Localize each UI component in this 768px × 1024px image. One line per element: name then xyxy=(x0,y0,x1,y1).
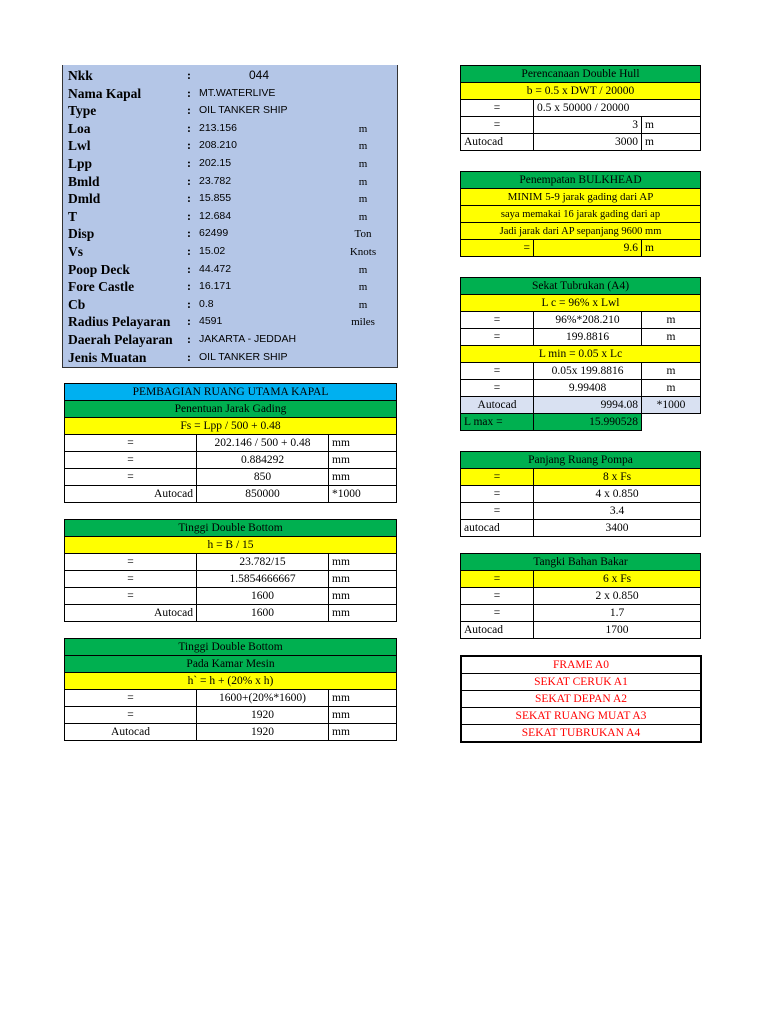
info-colon: : xyxy=(187,279,191,294)
info-unit: m xyxy=(358,210,368,223)
info-value: 44.472 xyxy=(199,262,232,275)
table-row: = 0.884292 mm xyxy=(65,452,397,469)
info-colon: : xyxy=(187,332,191,346)
table-row: = 1600+(20%*1600) mm xyxy=(65,690,397,707)
info-label: Cb xyxy=(68,296,86,312)
info-value: 0.8 xyxy=(199,297,214,310)
info-colon: : xyxy=(187,261,191,276)
info-unit: Ton xyxy=(354,228,372,241)
pembagian-ruang-table xyxy=(64,383,397,503)
info-value: 213.156 xyxy=(199,121,237,134)
info-value: JAKARTA - JEDDAH xyxy=(199,333,297,345)
info-label: Daerah Pelayaran xyxy=(68,332,173,347)
info-colon: : xyxy=(187,226,191,241)
table-row: Autocad 1920 mm xyxy=(65,724,397,741)
table-row: = 1.7 xyxy=(461,605,701,622)
info-label: Lwl xyxy=(68,138,91,154)
info-colon: : xyxy=(187,156,191,170)
list-item: SEKAT RUANG MUAT A3 xyxy=(461,708,701,725)
table-row: = 1920 mm xyxy=(65,707,397,724)
info-label: Fore Castle xyxy=(68,279,135,295)
bulkhead-table xyxy=(460,171,701,257)
info-colon: : xyxy=(187,208,191,223)
table-row: autocad 3400 xyxy=(461,520,701,537)
info-row xyxy=(63,243,397,261)
info-row xyxy=(63,190,397,208)
table-row: Autocad 850000 *1000 xyxy=(65,486,397,503)
table-row: = 23.782/15 mm xyxy=(65,554,397,571)
info-value: 62499 xyxy=(199,227,229,240)
info-row xyxy=(63,155,397,173)
info-value: 15.02 xyxy=(199,245,226,257)
ruang-pompa-title: Panjang Ruang Pompa xyxy=(461,452,701,469)
info-unit: m xyxy=(358,281,368,294)
table-row: Autocad 3000 m xyxy=(461,134,701,151)
info-colon: : xyxy=(187,120,191,135)
double-bottom-mesin-formula: h` = h + (20% x h) xyxy=(65,673,397,690)
table-row: = 202.146 / 500 + 0.48 mm xyxy=(65,435,397,452)
info-row xyxy=(63,67,397,85)
info-value: OIL TANKER SHIP xyxy=(199,350,288,363)
table-row: = 9.99408 m xyxy=(461,380,701,397)
info-colon: : xyxy=(187,314,191,329)
double-bottom-title: Tinggi Double Bottom xyxy=(65,520,397,537)
table-row: Autocad 1700 xyxy=(461,622,701,639)
info-unit: m xyxy=(358,175,368,188)
table-row: L max = 15.990528 xyxy=(461,414,701,431)
info-colon: : xyxy=(187,138,191,153)
info-label: Nama Kapal xyxy=(68,85,142,101)
info-unit: m xyxy=(358,263,368,276)
pembagian-formula: Fs = Lpp / 500 + 0.48 xyxy=(65,418,397,435)
info-label: Disp xyxy=(68,226,95,242)
info-label: Poop Deck xyxy=(68,261,130,277)
bulkhead-title: Penempatan BULKHEAD xyxy=(461,172,701,189)
info-colon: : xyxy=(187,85,191,100)
info-value: 23.782 xyxy=(199,174,232,187)
info-label: Vs xyxy=(68,244,84,259)
info-unit: m xyxy=(358,140,368,153)
bahan-bakar-table: Tangki Bahan Bakar = 6 x Fs = 2 x 0.850 = 1.7 Autocad 1700 xyxy=(460,553,701,639)
double-bottom-table xyxy=(64,519,397,622)
info-colon: : xyxy=(187,349,191,364)
info-label: Type xyxy=(68,103,97,119)
info-colon: : xyxy=(187,173,191,188)
info-label: T xyxy=(68,208,78,224)
ruang-pompa-formula: 8 x Fs xyxy=(534,469,701,486)
info-unit: m xyxy=(358,122,368,135)
double-bottom-formula: h = B / 15 xyxy=(65,537,397,554)
table-row: = 1600 mm xyxy=(65,588,397,605)
bahan-bakar-formula: 6 x Fs xyxy=(534,571,701,588)
ruang-pompa-table: Panjang Ruang Pompa = 8 x Fs = 4 x 0.850 = 3.4 autocad 3400 xyxy=(460,451,701,537)
info-row xyxy=(63,349,397,367)
info-label: Radius Pelayaran xyxy=(68,314,171,330)
info-unit: Knots xyxy=(349,246,377,258)
sekat-tubrukan-formula: L c = 96% x Lwl xyxy=(461,295,701,312)
info-row xyxy=(63,278,397,296)
info-unit: miles xyxy=(351,316,375,329)
table-row: = 0.5 x 50000 / 20000 xyxy=(461,100,701,117)
info-row xyxy=(63,102,397,120)
sekat-tubrukan-table xyxy=(460,277,701,431)
list-item: SEKAT DEPAN A2 xyxy=(461,691,701,708)
info-value: 044 xyxy=(249,68,270,82)
ship-info-panel xyxy=(62,65,398,368)
info-row xyxy=(63,296,397,314)
table-row: = 1.5854666667 mm xyxy=(65,571,397,588)
info-unit: m xyxy=(358,298,368,311)
frames-table xyxy=(460,655,702,743)
table-row: = 4 x 0.850 xyxy=(461,486,701,503)
info-row xyxy=(63,137,397,155)
info-row xyxy=(63,331,397,349)
bulkhead-line: Jadi jarak dari AP sepanjang 9600 mm xyxy=(461,223,701,240)
info-label: Jenis Muatan xyxy=(68,349,147,365)
info-unit: m xyxy=(358,193,368,206)
double-hull-formula: b = 0.5 x DWT / 20000 xyxy=(461,83,701,100)
table-row: = 3 m xyxy=(461,117,701,134)
table-row: = 850 mm xyxy=(65,469,397,486)
pembagian-subtitle: Penentuan Jarak Gading xyxy=(65,401,397,418)
double-hull-title: Perencanaan Double Hull xyxy=(461,66,701,83)
info-label: Loa xyxy=(68,120,91,136)
pembagian-title: PEMBAGIAN RUANG UTAMA KAPAL xyxy=(65,384,397,401)
info-value: 12.684 xyxy=(199,209,232,222)
list-item: SEKAT CERUK A1 xyxy=(461,674,701,691)
info-row xyxy=(63,313,397,331)
info-row xyxy=(63,261,397,279)
double-bottom-mesin-title: Tinggi Double Bottom xyxy=(65,639,397,656)
info-colon: : xyxy=(187,296,191,311)
table-row: = 0.05x 199.8816 m xyxy=(461,363,701,380)
info-colon: : xyxy=(187,244,191,258)
table-row: = 9.6 m xyxy=(461,240,701,257)
info-value: 4591 xyxy=(199,315,223,328)
double-hull-table xyxy=(460,65,701,151)
bulkhead-line: saya memakai 16 jarak gading dari ap xyxy=(461,206,701,223)
table-row: = 3.4 xyxy=(461,503,701,520)
list-item: FRAME A0 xyxy=(461,656,701,674)
info-row xyxy=(63,208,397,226)
info-unit: m xyxy=(358,158,368,170)
info-value: 15.855 xyxy=(199,192,232,205)
info-value: MT.WATERLIVE xyxy=(199,86,276,99)
table-row: Autocad 1600 mm xyxy=(65,605,397,622)
table-row: = 2 x 0.850 xyxy=(461,588,701,605)
sekat-tubrukan-formula: L min = 0.05 x Lc xyxy=(461,346,701,363)
sekat-tubrukan-title: Sekat Tubrukan (A4) xyxy=(461,278,701,295)
table-row: = 96%*208.210 m xyxy=(461,312,701,329)
info-row xyxy=(63,225,397,243)
info-value: 202.15 xyxy=(199,157,232,169)
double-bottom-mesin-subtitle: Pada Kamar Mesin xyxy=(65,656,397,673)
info-colon: : xyxy=(187,103,191,118)
list-item: SEKAT TUBRUKAN A4 xyxy=(461,725,701,743)
info-row xyxy=(63,120,397,138)
info-value: 16.171 xyxy=(199,280,232,293)
info-value: OIL TANKER SHIP xyxy=(199,104,288,117)
info-value: 208.210 xyxy=(199,139,237,152)
info-label: Dmld xyxy=(68,191,101,207)
double-bottom-mesin-table xyxy=(64,638,397,741)
table-row: Autocad 9994.08 *1000 xyxy=(461,397,701,414)
bahan-bakar-title: Tangki Bahan Bakar xyxy=(461,554,701,571)
info-row xyxy=(63,85,397,103)
table-row: = 199.8816 m xyxy=(461,329,701,346)
info-colon: : xyxy=(187,191,191,206)
info-label: Bmld xyxy=(68,173,100,189)
info-row xyxy=(63,173,397,191)
bulkhead-line: MINIM 5-9 jarak gading dari AP xyxy=(461,189,701,206)
info-label: Nkk xyxy=(68,68,93,83)
info-label: Lpp xyxy=(68,156,93,171)
info-colon: : xyxy=(187,68,191,82)
